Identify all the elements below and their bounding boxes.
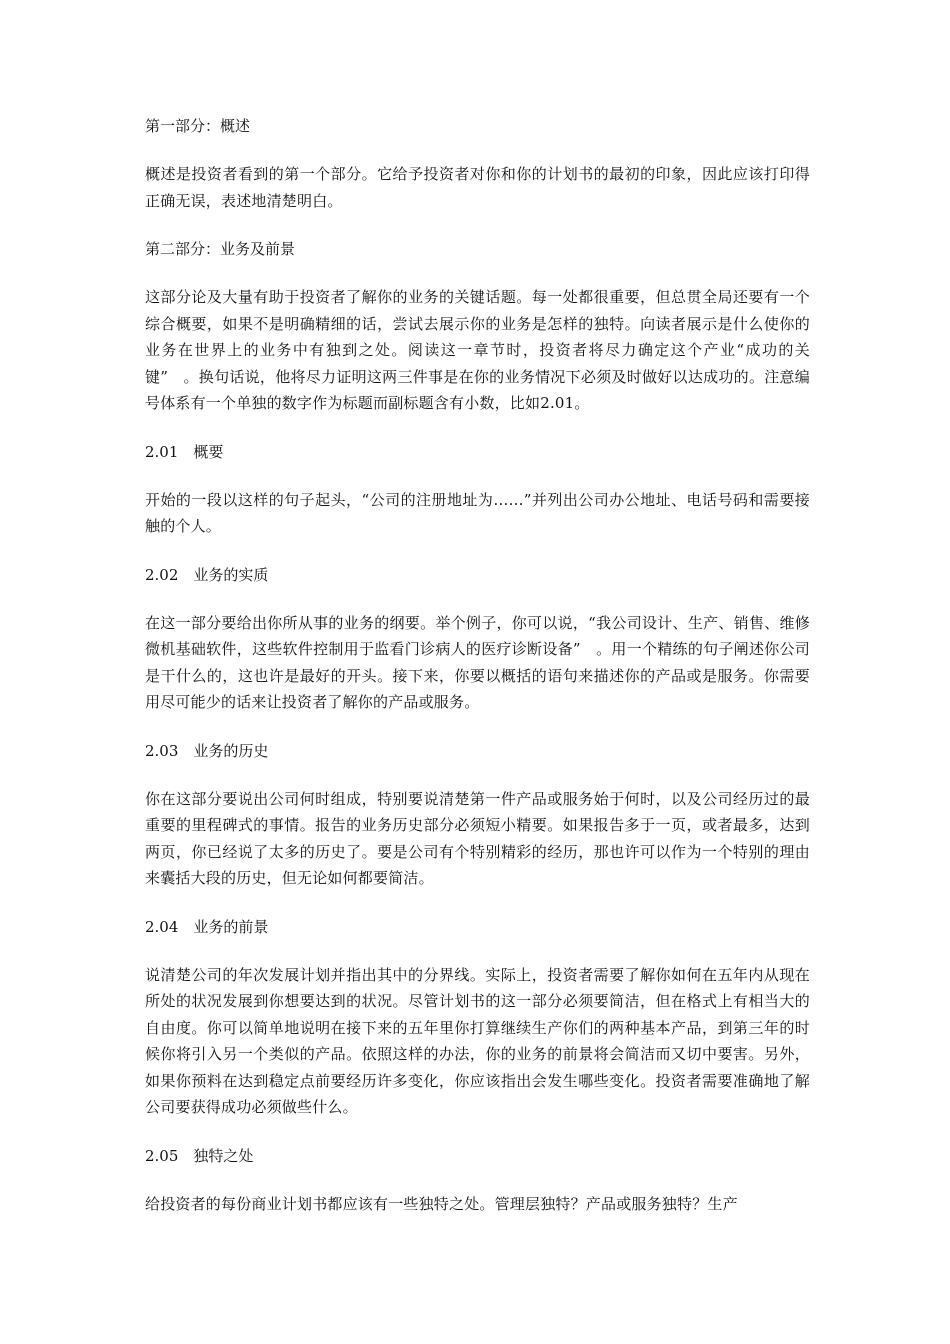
section-heading-business-history: 2.03 业务的历史 bbox=[145, 741, 269, 760]
section-body-business-outlook: 说清楚公司的年次发展计划并指出其中的分界线。实际上，投资者需要了解你如何在五年内从现在所处的状况发展到你想要达到的状况。尽管计划书的这一部分必须要简洁，但在格式上有相当大的自由度。你可以简单地说明在接下来的五年里你打算继续生产你们的两种基本产品，到第三年的时候你将引入另一个类似的产品。依照这样的办法，你的业务的前景将会简洁而又切中要害。另外，如果你预料在达到稳定点前要经历许多变化，你应该指出会发生哪些变化。投资者需要准确地了解公司要获得成功必须做些什么。 bbox=[145, 965, 810, 1116]
section-heading-business-nature: 2.02 业务的实质 bbox=[145, 565, 269, 584]
section-body-business-prospects: 这部分论及大量有助于投资者了解你的业务的关键话题。每一处都很重要，但总贯全局还要有一个综合概要，如果不是明确精细的话，尝试去展示你的业务是怎样的独特。向读者展示是什么使你的业务在世界上的业务中有独到之处。阅读这一章节时，投资者将尽力确定这个产业“成功的关键” 。换句话说，他将尽力证明这两三件事是在你的业务情况下必须及时做好以达成功的。注意编号体系有一个单独的数字作为标题而副标题含有小数，比如2.01。 bbox=[145, 288, 810, 412]
section-heading-business-prospects: 第二部分：业务及前景 bbox=[145, 240, 296, 258]
section-body-summary: 开始的一段以这样的句子起头，“公司的注册地址为……”并列出公司办公地址、电话号码和需要接触的个人。 bbox=[145, 490, 810, 535]
section-body-overview: 概述是投资者看到的第一个部分。它给予投资者对你和你的计划书的最初的印象，因此应该打印得正确无误，表述地清楚明白。 bbox=[145, 165, 810, 210]
section-body-business-history: 你在这部分要说出公司何时组成，特别要说清楚第一件产品或服务始于何时，以及公司经历过的最重要的里程碑式的事情。报告的业务历史部分必须短小精要。如果报告多于一页，或者最多，达到两页，你已经说了太多的历史了。要是公司有个特别精彩的经历，那也许可以作为一个特别的理由来囊括大段的历史，但无论如何都要简洁。 bbox=[145, 789, 810, 887]
section-body-uniqueness: 给投资者的每份商业计划书都应该有一些独特之处。管理层独特？产品或服务独特？生产 bbox=[145, 1194, 738, 1213]
section-heading-overview: 第一部分：概述 bbox=[145, 117, 251, 135]
document-page bbox=[145, 113, 810, 1239]
section-heading-summary: 2.01 概要 bbox=[145, 442, 224, 461]
section-heading-uniqueness: 2.05 独特之处 bbox=[145, 1146, 254, 1165]
section-body-business-nature: 在这一部分要给出你所从事的业务的纲要。举个例子，你可以说，“我公司设计、生产、销售、维修微机基础软件，这些软件控制用于监看门诊病人的医疗诊断设备” 。用一个精练的句子阐述你公司是干什么的，这也许是最好的开头。接下来，你要以概括的语句来描述你的产品或是服务。你需要用尽可能少的话来让投资者了解你的产品或服务。 bbox=[145, 613, 810, 711]
section-heading-business-outlook: 2.04 业务的前景 bbox=[145, 917, 269, 936]
